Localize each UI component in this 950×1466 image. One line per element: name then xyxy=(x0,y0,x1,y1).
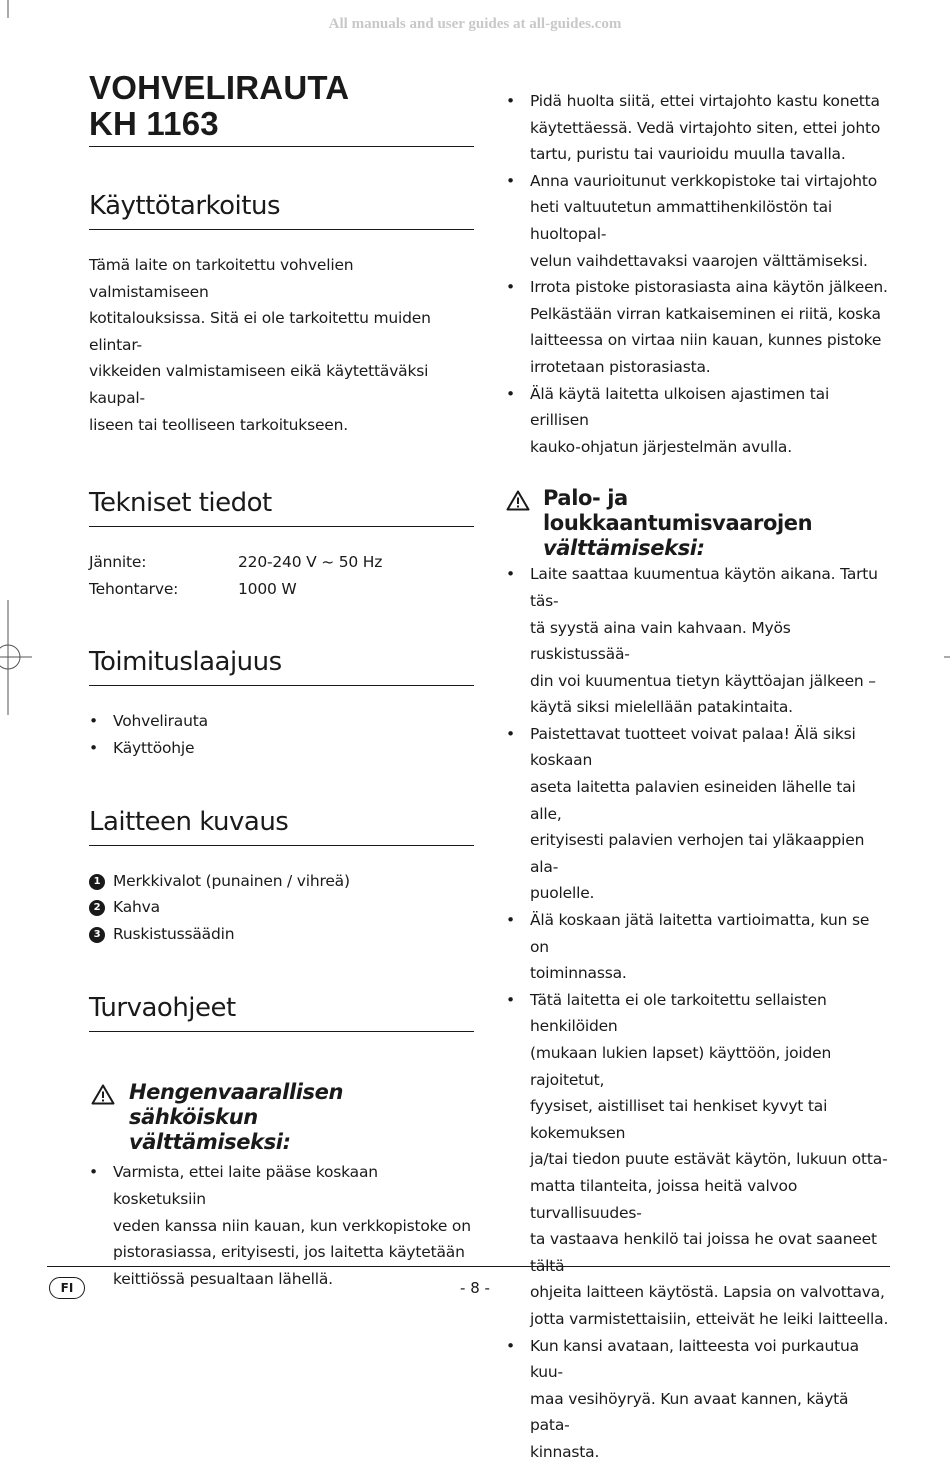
list-item xyxy=(506,274,890,380)
list-item-line: Kun kansi avataan, laitteesta voi purkautua kuu- xyxy=(530,1336,859,1382)
list-item xyxy=(89,708,474,735)
section-tekniset xyxy=(89,488,474,602)
part-label: Kahva xyxy=(113,898,160,917)
bullet: • xyxy=(89,1163,98,1182)
warning-heading-line1: Hengenvaarallisen sähköiskun xyxy=(129,1080,344,1130)
list-item-line: Pelkästään virran katkaiseminen ei riitä, koska xyxy=(530,304,881,323)
part-item xyxy=(89,894,474,921)
number-badge: 3 xyxy=(89,927,105,943)
warning-heading-line1: Palo- ja loukkaantumisvaarojen xyxy=(543,486,813,536)
list-item-line: ta vastaava henkilö tai joissa he ovat saaneet tältä xyxy=(530,1230,877,1275)
list-item-line: jotta varmistettaisiin, etteivät he leiki laitteella. xyxy=(530,1309,889,1328)
bullet: • xyxy=(506,171,515,190)
list-item-line: din voi kuumentua tietyn käyttöajan jälkeen – xyxy=(530,671,876,690)
warning-heading-line2: välttämiseksi: xyxy=(129,1130,291,1155)
number-badge: 1 xyxy=(89,874,105,890)
heading-kuvaus: Laitteen kuvaus xyxy=(89,807,474,846)
text-line: kotitalouksissa. Sitä ei ole tarkoitettu muiden elintar- xyxy=(89,309,431,354)
list-item-line: pistorasiassa, erityisesti, jos laitetta käytetään xyxy=(113,1243,465,1262)
list-item-line: (mukaan lukien lapset) käyttöön, joiden rajoitetut, xyxy=(530,1044,832,1089)
section-kayttotarkoitus xyxy=(89,191,474,438)
list-item xyxy=(506,721,890,907)
bullet: • xyxy=(89,738,98,757)
warning-heading-fire xyxy=(506,486,890,561)
list-item-line: velun vaihdettavaksi vaarojen välttämiseksi. xyxy=(530,251,868,270)
bullet: • xyxy=(506,278,515,297)
list-item-text: Käyttöohje xyxy=(113,738,195,757)
number-badge: 2 xyxy=(89,900,105,916)
list-item-line: käytä siksi mielellään patakintaita. xyxy=(530,698,793,717)
bullet: • xyxy=(506,384,515,403)
bullet: • xyxy=(89,712,98,731)
list-item-line: veden kanssa niin kauan, kun verkkopistoke on xyxy=(113,1216,471,1235)
list-item-line: Älä käytä laitetta ulkoisen ajastimen tai erillisen xyxy=(530,384,830,430)
list-item-line: puolelle. xyxy=(530,884,595,903)
footer-divider xyxy=(47,1266,890,1267)
text-line: liseen tai teolliseen tarkoitukseen. xyxy=(89,415,348,434)
list-item-line: Pidä huolta siitä, ettei virtajohto kastu konetta xyxy=(530,92,880,110)
list-item xyxy=(89,735,474,762)
crop-mark-top-left xyxy=(0,0,20,20)
list-item xyxy=(506,561,890,721)
list-item-line: Laite saattaa kuumentua käytön aikana. Tartu täs- xyxy=(530,565,878,610)
list-item-line: maa vesihöyryä. Kun avaat kannen, käytä pata- xyxy=(530,1389,849,1435)
part-item xyxy=(89,921,474,948)
list-item xyxy=(506,907,890,987)
language-badge: FI xyxy=(49,1277,85,1299)
bullet: • xyxy=(506,911,515,930)
product-title-line1: VOHVELIRAUTA xyxy=(89,69,350,106)
page-number: - 8 - xyxy=(460,1279,490,1297)
list-item xyxy=(506,1333,890,1466)
text-line: vikkeiden valmistamiseen eikä käytettäväksi kaupal- xyxy=(89,362,429,407)
section-toimitus xyxy=(89,647,474,761)
spec-value: 1000 W xyxy=(238,579,297,598)
list-item-text: Vohvelirauta xyxy=(113,712,208,731)
product-title-line2: KH 1163 xyxy=(89,105,219,142)
warning-heading-electric xyxy=(89,1080,474,1155)
list-item-line: käytettäessä. Vedä virtajohto siten, ettei johto xyxy=(530,118,881,137)
spec-label: Tehontarve: xyxy=(89,579,179,598)
list-item-line: erityisesti palavien verhojen tai yläkaappien ala- xyxy=(530,831,865,876)
spec-value: 220-240 V ~ 50 Hz xyxy=(238,553,383,572)
list-item-line: Paistettavat tuotteet voivat palaa! Älä siksi koskaan xyxy=(530,724,856,770)
toimitus-list xyxy=(89,708,474,761)
bullet: • xyxy=(506,565,515,584)
list-item-line: tartu, puristu tai vaurioidu muulla tavalla. xyxy=(530,145,846,164)
list-item-line: Anna vaurioitunut verkkopistoke tai virtajohto xyxy=(530,171,878,190)
section-kuvaus xyxy=(89,807,474,948)
list-item-line: Irrota pistoke pistorasiasta aina käytön jälkeen. xyxy=(530,278,888,297)
list-item-line: fyysiset, aistilliset tai henkiset kyvyt tai kokemuksen xyxy=(530,1097,828,1142)
list-item-line: kinnasta. xyxy=(530,1442,600,1461)
turva-list-left xyxy=(89,1159,474,1292)
warning-heading-line2: välttämiseksi: xyxy=(543,536,705,561)
list-item-line: Tätä laitetta ei ole tarkoitettu sellaisten henkilöiden xyxy=(530,990,827,1036)
part-item xyxy=(89,868,474,895)
list-item xyxy=(506,88,890,168)
list-item xyxy=(89,1159,474,1292)
list-item-line: laitteessa on virtaa niin kauan, kunnes pistoke xyxy=(530,331,882,350)
list-item-line: irrotetaan pistorasiasta. xyxy=(530,357,711,376)
left-column xyxy=(89,70,474,1292)
bullet: • xyxy=(506,724,515,743)
kayttotarkoitus-text xyxy=(89,252,474,438)
text-line: Tämä laite on tarkoitettu vohvelien valmistamiseen xyxy=(89,256,354,301)
kuvaus-list xyxy=(89,868,474,948)
list-item-line: ohjeita laitteen käytöstä. Lapsia on valvottava, xyxy=(530,1283,885,1302)
section-turva xyxy=(89,993,474,1292)
right-column xyxy=(506,88,890,1466)
list-item-line: keittiössä pesualtaan lähellä. xyxy=(113,1269,333,1288)
list-item-line: kauko-ohjatun järjestelmän avulla. xyxy=(530,437,792,456)
list-item xyxy=(506,381,890,461)
list-item-line: ja/tai tiedon puute estävät käytön, lukuun otta- xyxy=(530,1150,888,1169)
list-item-line: Varmista, ettei laite pääse koskaan kosketuksiin xyxy=(113,1163,378,1208)
list-item-line: aseta laitetta palavien esineiden lähelle tai alle, xyxy=(530,778,856,823)
list-item-line: toiminnassa. xyxy=(530,964,627,983)
spec-row-power xyxy=(89,576,474,603)
watermark: All manuals and user guides at all-guides.com xyxy=(328,16,622,32)
spec-label: Jännite: xyxy=(89,553,147,572)
list-item-line: tä syystä aina vain kahvaan. Myös ruskistussää- xyxy=(530,618,791,664)
bullet: • xyxy=(506,990,515,1009)
spec-row-voltage xyxy=(89,549,474,576)
heading-toimitus: Toimituslaajuus xyxy=(89,647,474,686)
turva-list-right-2 xyxy=(506,561,890,1465)
list-item-line: matta tilanteita, joissa heitä valvoo turvallisuudes- xyxy=(530,1176,798,1222)
list-item-line: Älä koskaan jätä laitetta vartioimatta, kun se on xyxy=(530,911,870,956)
part-label: Ruskistussäädin xyxy=(113,924,235,943)
heading-tekniset: Tekniset tiedot xyxy=(89,488,474,527)
list-item xyxy=(506,168,890,274)
warning-triangle-icon xyxy=(91,1084,115,1105)
product-title xyxy=(89,70,474,147)
bullet: • xyxy=(506,1336,515,1355)
crop-mark-left xyxy=(0,600,32,720)
spec-table xyxy=(89,549,474,602)
crop-mark-right xyxy=(940,650,950,664)
heading-turva: Turvaohjeet xyxy=(89,993,474,1032)
heading-kayttotarkoitus: Käyttötarkoitus xyxy=(89,191,474,230)
list-item-line: heti valtuutetun ammattihenkilöstön tai huoltopal- xyxy=(530,198,833,243)
warning-triangle-icon xyxy=(506,490,530,511)
part-label: Merkkivalot (punainen / vihreä) xyxy=(113,871,350,890)
bullet: • xyxy=(506,92,515,110)
turva-list-right xyxy=(506,88,890,460)
